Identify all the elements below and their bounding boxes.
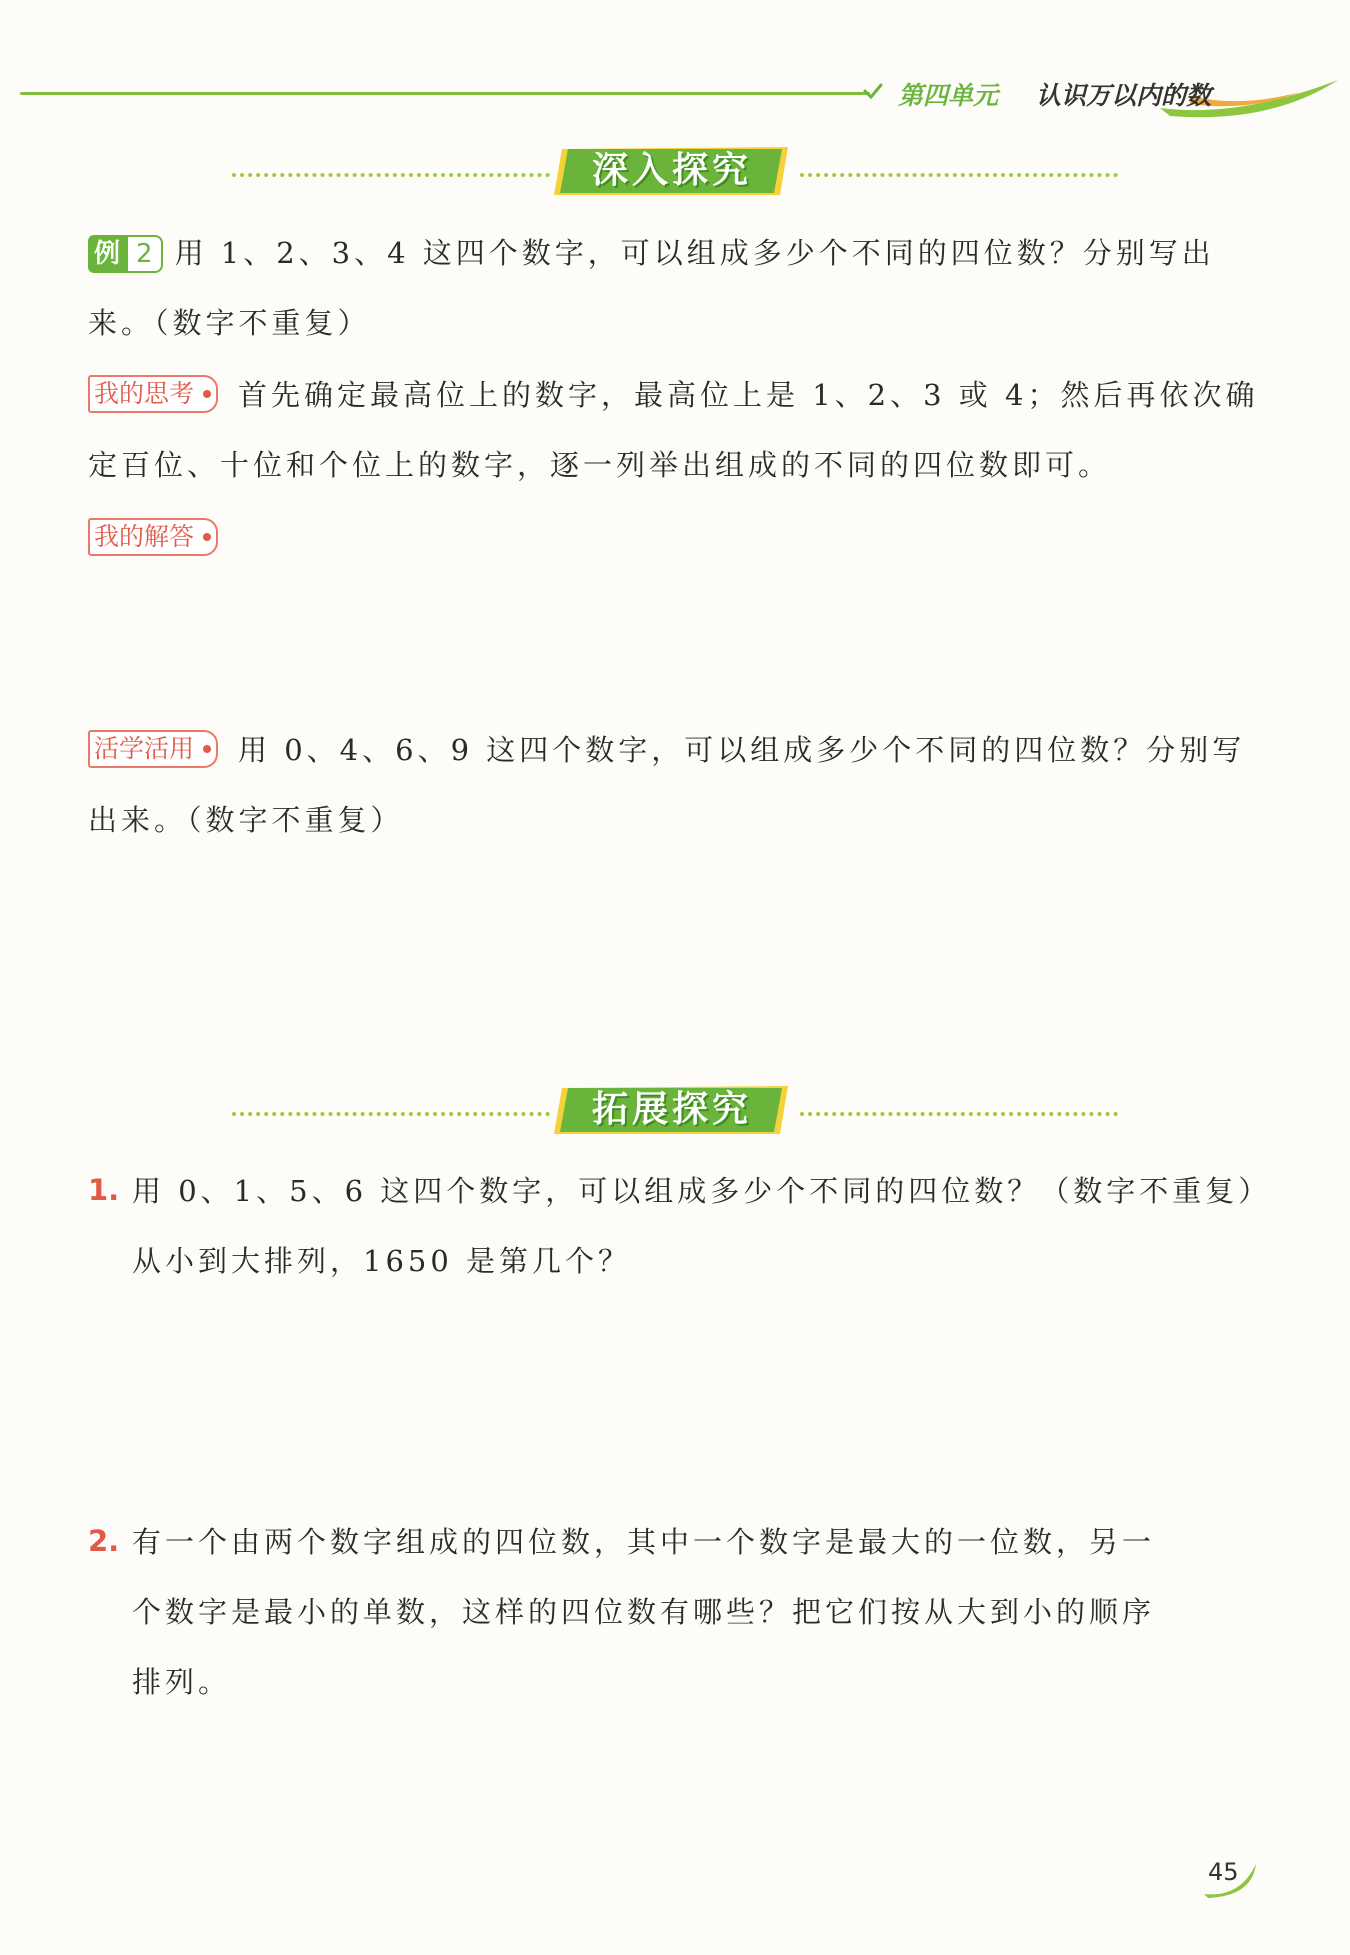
thinking-line-2: 定百位、十位和个位上的数字，逐一列举出组成的不同的四位数即可。 — [88, 448, 1112, 482]
question-1 — [132, 1156, 1272, 1296]
tag-dot-icon — [203, 390, 211, 398]
example-badge — [88, 233, 163, 271]
thinking-text-1: 首先确定最高位上的数字，最高位上是 1、2、3 或 4；然后再依次确 — [238, 378, 1259, 412]
thinking-tag-label: 我的思考 — [94, 379, 195, 408]
dotted-rule-left — [232, 173, 550, 177]
tag-dot-icon — [203, 745, 211, 753]
example-text-1: 用 1、2、3、4 这四个数字，可以组成多少个不同的四位数？分别写出 — [174, 236, 1215, 270]
section-banner-extend — [0, 1082, 1350, 1142]
section-title: 拓展探究 — [591, 1089, 752, 1130]
header-rule — [20, 92, 870, 95]
thinking-block — [88, 360, 1258, 500]
practice-text-1: 用 0、4、6、9 这四个数字，可以组成多少个不同的四位数？分别写 — [238, 733, 1246, 767]
practice-block — [88, 715, 1258, 855]
dotted-rule-right — [800, 173, 1118, 177]
example-badge-number: 2 — [126, 235, 163, 273]
practice-line-1 — [88, 715, 1258, 785]
example-badge-label: 例 — [88, 235, 126, 273]
question-1-number: 1. — [88, 1173, 120, 1207]
question-2-number: 2. — [88, 1524, 120, 1558]
example-line-1 — [88, 218, 1258, 288]
practice-tag — [88, 730, 218, 768]
answer-tag-label: 我的解答 — [94, 522, 195, 551]
question-2-line-3: 排列。 — [132, 1665, 232, 1699]
dotted-rule-right — [800, 1112, 1118, 1116]
section-banner-explore — [0, 143, 1350, 203]
example-line-2: 来。（数字不重复） — [88, 306, 371, 340]
question-1-line-1: 用 0、1、5、6 这四个数字，可以组成多少个不同的四位数？（数字不重复） — [132, 1174, 1272, 1208]
unit-title: 认识万以内的数 — [1036, 81, 1212, 110]
section-title: 深入探究 — [591, 150, 752, 191]
unit-label: 第四单元 — [898, 81, 999, 110]
thinking-tag — [88, 375, 218, 413]
answer-block — [88, 503, 1258, 573]
example-block — [88, 218, 1258, 358]
practice-tag-label: 活学活用 — [94, 734, 195, 763]
dotted-rule-left — [232, 1112, 550, 1116]
answer-tag — [88, 518, 218, 556]
question-2-line-2: 个数字是最小的单数，这样的四位数有哪些？把它们按从大到小的顺序 — [132, 1595, 1156, 1629]
tag-dot-icon — [203, 533, 211, 541]
question-2 — [132, 1507, 1262, 1717]
page-number: 45 — [1208, 1858, 1239, 1886]
question-1-line-2: 从小到大排列，1650 是第几个？ — [132, 1244, 632, 1278]
check-icon — [862, 80, 884, 102]
thinking-line-1 — [88, 360, 1258, 430]
answer-line — [88, 503, 1258, 573]
practice-line-2: 出来。（数字不重复） — [88, 803, 404, 837]
question-2-line-1: 有一个由两个数字组成的四位数，其中一个数字是最大的一位数，另一 — [132, 1525, 1156, 1559]
